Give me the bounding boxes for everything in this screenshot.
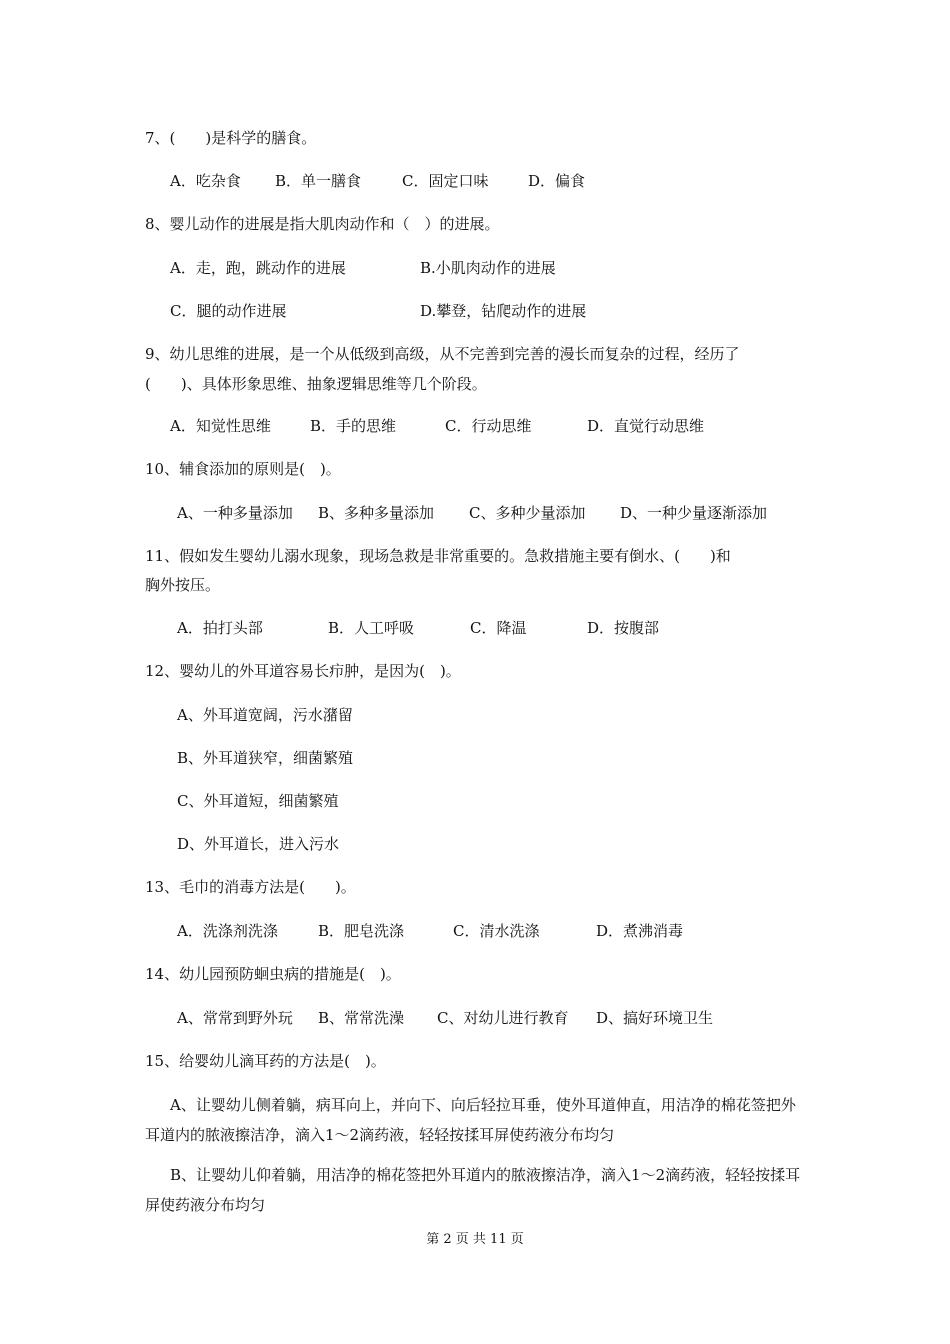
q14-option-b: B、常常洗澡 <box>318 1009 405 1027</box>
q14-option-a: A、常常到野外玩 <box>177 1009 293 1027</box>
q11-option-a: A．拍打头部 <box>177 619 263 637</box>
q14-option-d: D、搞好环境卫生 <box>596 1009 714 1027</box>
q13-option-d: D．煮沸消毒 <box>596 922 684 940</box>
q8-option-c: C．腿的动作进展 <box>170 302 287 320</box>
q9-option-d: D．直觉行动思维 <box>587 417 705 435</box>
q14-option-c: C、对幼儿进行教育 <box>437 1009 569 1027</box>
question-8-stem: 8、婴儿动作的进展是指大肌肉动作和（ ）的进展。 <box>145 215 500 233</box>
question-12-stem: 12、婴幼儿的外耳道容易长疖肿，是因为( )。 <box>145 662 461 680</box>
q9-option-b: B．手的思维 <box>310 417 397 435</box>
question-9-stem-line1: 9、幼儿思维的进展，是一个从低级到高级，从不完善到完善的漫长而复杂的过程，经历了 <box>145 345 740 363</box>
q7-option-b: B．单一膳食 <box>275 172 362 190</box>
question-14-stem: 14、幼儿园预防蛔虫病的措施是( )。 <box>145 965 401 983</box>
question-7-stem: 7、( )是科学的膳食。 <box>145 129 317 147</box>
page-number: 第 2 页 共 11 页 <box>426 1232 524 1247</box>
q13-option-a: A．洗涤剂洗涤 <box>177 922 278 940</box>
question-11-stem-line1: 11、假如发生婴幼儿溺水现象，现场急救是非常重要的。急救措施主要有倒水、( )和 <box>145 547 731 565</box>
q15-option-a: A、让婴幼儿侧着躺，病耳向上，并向下、向后轻拉耳垂，使外耳道伸直，用洁净的棉花签把外耳道内的脓液擦洁净，滴入1～2滴药液，轻轻按揉耳屏使药液分布均匀 <box>145 1096 796 1144</box>
q10-option-b: B、多种多量添加 <box>318 504 435 522</box>
question-13-stem: 13、毛巾的消毒方法是( )。 <box>145 878 356 896</box>
question-11-stem-line2: 胸外按压。 <box>145 576 221 594</box>
q11-option-c: C．降温 <box>470 619 527 637</box>
q7-option-a: A．吃杂食 <box>170 172 241 190</box>
q9-option-a: A．知觉性思维 <box>170 417 271 435</box>
q10-option-d: D、一种少量逐渐添加 <box>620 504 768 522</box>
q7-option-c: C．固定口味 <box>402 172 489 190</box>
q10-option-c: C、多种少量添加 <box>469 504 586 522</box>
q12-option-b: B、外耳道狭窄，细菌繁殖 <box>177 749 354 767</box>
q9-option-c: C．行动思维 <box>445 417 532 435</box>
q8-option-d: D.攀登，钻爬动作的进展 <box>420 302 587 320</box>
q12-option-a: A、外耳道宽阔，污水潴留 <box>177 706 353 724</box>
q13-option-c: C．清水洗涤 <box>453 922 540 940</box>
q12-option-c: C、外耳道短，细菌繁殖 <box>177 792 339 810</box>
q10-option-a: A、一种多量添加 <box>177 504 293 522</box>
question-10-stem: 10、辅食添加的原则是( )。 <box>145 460 341 478</box>
q13-option-b: B．肥皂洗涤 <box>318 922 405 940</box>
q15-option-b: B、让婴幼儿仰着躺，用洁净的棉花签把外耳道内的脓液擦洁净，滴入1～2滴药液，轻轻按揉耳屏使药液分布均匀 <box>145 1166 801 1214</box>
q7-option-d: D．偏食 <box>528 172 586 190</box>
q11-option-d: D．按腹部 <box>587 619 660 637</box>
question-9-stem-line2: ( )、具体形象思维、抽象逻辑思维等几个阶段。 <box>145 375 487 393</box>
question-15-stem: 15、给婴幼儿滴耳药的方法是( )。 <box>145 1052 386 1070</box>
q8-option-a: A．走，跑，跳动作的进展 <box>170 259 346 277</box>
q11-option-b: B．人工呼吸 <box>328 619 415 637</box>
q8-option-b: B.小肌肉动作的进展 <box>420 259 556 277</box>
q12-option-d: D、外耳道长，进入污水 <box>177 835 340 853</box>
